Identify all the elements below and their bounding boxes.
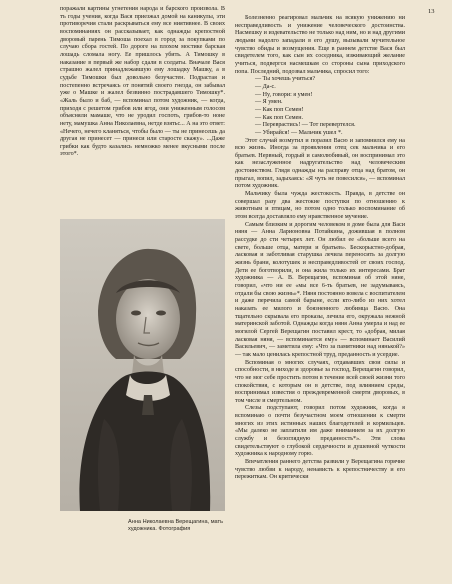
dialog-line: — Да-с. <box>255 83 276 90</box>
dialog-line: — Как поп Семен! <box>255 106 304 113</box>
right-column-text <box>235 15 405 482</box>
dialog-line: — Переврастись! — Тот перевертелся. <box>255 122 356 129</box>
paragraph: Впечатления раннего детства развили у Верещагина горячие чувство любви к народу, ненависть к крепостничеству и его пережиткам. Он критически <box>235 459 405 481</box>
paragraph: Самым близким и дорогим человеком в доме была для Васи няня — Анна Ларионовна Потайкина, дожившая в полном рассудке до сти четырех лет. Он любил ее «больше всего на свете, больше отца, матери и братьев». Бескорыстно-добрая, ласковая и заботливая старушка лечила переносить за долгую жизнь брани, колотушек и несправедливостей от своих господ. Дети ее боготворили, и она жила только их интересами. Брат художника — А. В. Верещагин, вспоминая об этой няне, говорил, «что ни ее «мы все 6-ть братьев, не задумываясь, отдали бы свою жизнь»*. Няня постоянно вовела с воспитателем и даже перечила самой барыне, если кто-либо из них хотел наказать ее милого и боязненного любимца Васю. Она тщательно скрывала его проказы, лечила его, окружала нежной материнской заботой. Однажды когда няня Анна умерла и над ее могилой Сергей Верещагин поставил крест, то «добрая, милая ласковая няня, — вспоминается ему» — вспоминает Василий Васильевич, — заметила ему: «Что за памятники над нянькой?» — так мало ценилась крепостной труд, преданность и усердие. <box>235 221 405 358</box>
dialog-line: — Убирайся! — Мальчик ушел *. <box>255 129 343 136</box>
page-number: 13 <box>428 8 435 15</box>
paragraph: Этот случай возмутил и поразил Васю и запомнился ему на всю жизнь. Иногда за проявления отец сек мальчика и его братьев. Нервный, гордый и самолюбивый, он воспринимал это как незаслуженное надругательство над человеческим достоинством. Глядя однажды на расправу отца над братом, он прыгал, вопил, задыхаясь: «Я чуть не повесился», — вспоминал потом художник. <box>235 137 405 190</box>
paragraph: поражали картины угнетения народа и барского произвола. В тъ годы учения, когда Вася приезжал домой на каникулы, эти противоречия стали раскрываться ему все ниятивнее. В своих воспоминаниях он рассказывает, как однажды крепостной дворовый парень Тимоша поехал в город за покупками по случаю сбора гостей. По дороге на плохом мостике барская лошадь сломала ногу. Ее пришлось убить. А Тимошку в наказание в первый же набор сдали в солдаты. Вначале Вася страшно жалел принадлежавшую ему лошадку Машку, а в судьбе Тимошки был довольно безучастен. Подрастая и постепенно встречаясь от понятий своего гнездa, он забывал уже о Машке и жалел безвинно пострадавшего Тимошку*. «Жаль было и баб, — вспоминал потом художник, — когда, приходя с решетом грибов или ягод, они униженным голосом объясняли мамаше, что не уродил госпоть, грибов-то ноне нету, мамушка Анна Николаевна, нетде взятьс... А на это ответ: «Нечего, нечего кланяться, чтобы было — ты не принесешь да другая не принесет — принеси или старосте скажу». ...Даже грибки как будто казались немножко менее вкусными после этого*. <box>60 6 225 158</box>
photo-caption: Анна Николаевна Верещагина, мать художника. Фотография <box>128 519 224 533</box>
dialog-line: — Ну, говори: я умен! <box>255 91 313 98</box>
dialog-line: — Ты хочешь учиться? <box>255 76 316 83</box>
left-column-text <box>60 6 225 159</box>
paragraph: Мальчику была чужда жестокость. Правда, в детстве он совершал разу два жестокие поступки по отношению к животным и птицам, но потом одно только воспоминание об этом всегда доставляло ему нравственное мучение. <box>235 191 405 221</box>
portrait-image <box>60 219 225 511</box>
paragraph: Слезы подступают, говорил потом художник, когда я вспоминаю о почти безучастном моем отношении к смерти многих из этих истинных наших благодетелей и кормильцев. «Мы далеко не заплатили им даже вниманием за их долгую службу и безоглядную преданность*». Эти слова свидетельствуют о глубокой сердечности и душевной чуткости художника к народному горю. <box>235 405 405 458</box>
portrait-photograph <box>60 219 225 511</box>
dialog-line: — Как поп Семен. <box>255 114 304 121</box>
dialog-line: — Я умен. <box>255 99 283 106</box>
paragraph: Вспоминая о многих случаях, отдававших свои силы и способности, в ниходе и здоровье за господ, Верещагин говорил, что не мог себе простить потом в течение всей своей жизни того спокойствия, с которым он в детстве, под влиянием среды, воспринимал известия о преждевременной смерти дворовых, в том числе и смертельном. <box>235 359 405 404</box>
paragraph: Болезненно реагировал мальчик на всякую унижению ни несправедливость и унижение человеческого достоинства. Насмешку и издевательство не только над ним, но и над другими людьми надолго западали в его душу, вызывали мучительное чувство обиды и возмущения. Еще в раннем детстве Вася был свидетелем того, как сын их соседника, изживающий желание учиться, подвергся насмешкам со стороны сына приходского попа. Последний, подозвал мальчика, спросил того: <box>235 15 405 75</box>
